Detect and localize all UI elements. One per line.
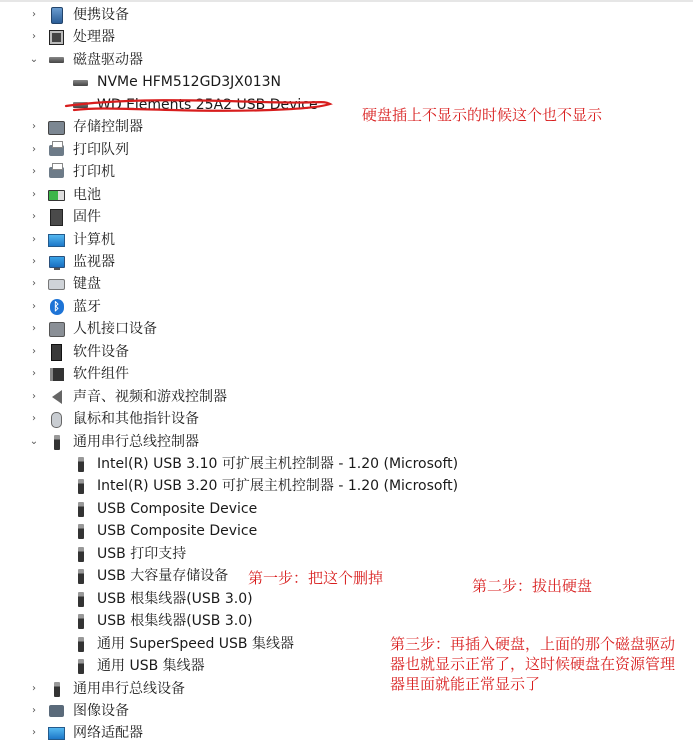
tree-category-item[interactable] (0, 386, 693, 408)
tree-item-label: NVMe HFM512GD3JX013N (97, 74, 282, 91)
tree-category-item[interactable] (0, 251, 693, 273)
tree-category-item[interactable] (0, 318, 693, 340)
disk-icon-shape (73, 80, 88, 86)
usb-icon (48, 434, 65, 451)
tree-child-item[interactable] (0, 498, 693, 520)
usb-icon-shape (78, 659, 84, 674)
usb-icon-shape (78, 592, 84, 607)
expand-arrow-icon[interactable]: › (32, 31, 36, 43)
usb-icon (72, 456, 89, 473)
expand-arrow-icon[interactable]: › (32, 143, 36, 155)
keyboard-icon (48, 276, 65, 293)
usb-icon (72, 523, 89, 540)
tree-item-label: Intel(R) USB 3.20 可扩展主机控制器 - 1.20 (Microsoft) (97, 478, 459, 495)
tree-child-item[interactable] (0, 475, 693, 497)
usb-icon (72, 478, 89, 495)
tree-item-label: 监视器 (73, 253, 115, 270)
mouse-icon (48, 411, 65, 428)
bluetooth-icon (48, 299, 65, 316)
software-component-icon-shape (50, 368, 64, 381)
storage-controller-icon-shape (48, 121, 65, 135)
tree-category-item[interactable] (0, 722, 693, 744)
red-strike-mark (62, 96, 334, 116)
tree-item-label: USB 大容量存储设备 (97, 568, 229, 585)
tree-category-item[interactable] (0, 431, 693, 453)
camera-icon-shape (49, 705, 64, 717)
usb-icon-shape (54, 435, 60, 450)
monitor-icon (48, 254, 65, 271)
expand-arrow-icon[interactable]: › (32, 390, 36, 402)
tree-item-label: 磁盘驱动器 (73, 51, 143, 68)
processor-icon (48, 29, 65, 46)
firmware-icon-shape (50, 209, 63, 226)
expand-arrow-icon[interactable]: › (32, 704, 36, 716)
tree-item-label: 蓝牙 (73, 298, 101, 315)
software-device-icon (48, 344, 65, 361)
expand-arrow-icon[interactable]: › (32, 727, 36, 739)
tree-item-label: 声音、视频和游戏控制器 (73, 388, 227, 405)
tree-item-label: 软件设备 (73, 343, 129, 360)
tree-item-label: Intel(R) USB 3.10 可扩展主机控制器 - 1.20 (Microsoft) (97, 456, 459, 472)
software-component-icon (48, 366, 65, 383)
top-border (0, 0, 693, 2)
tree-category-item[interactable] (0, 26, 693, 48)
usb-icon-shape (78, 502, 84, 517)
camera-icon (48, 703, 65, 720)
tree-child-item[interactable] (0, 453, 693, 475)
print-queue-icon-shape (49, 145, 64, 156)
processor-icon-shape (49, 30, 64, 45)
usb-icon (72, 591, 89, 608)
tree-category-item[interactable] (0, 341, 693, 363)
tree-item-label: 打印机 (73, 164, 115, 181)
monitor-icon-shape (49, 256, 65, 268)
annotation-step-1: 第一步：把这个删掉 (248, 569, 384, 587)
usb-icon (72, 546, 89, 563)
tree-item-label: 固件 (73, 209, 101, 226)
portable-device-icon (48, 7, 65, 24)
tree-item-label: 人机接口设备 (73, 321, 157, 338)
hid-icon-shape (49, 322, 65, 337)
tree-category-item[interactable] (0, 273, 693, 295)
usb-icon-shape (78, 479, 84, 494)
battery-icon (48, 187, 65, 204)
expand-arrow-icon[interactable]: › (32, 278, 36, 290)
network-icon (48, 725, 65, 742)
tree-child-item[interactable] (0, 610, 693, 632)
tree-item-label: 网络适配器 (73, 725, 143, 742)
tree-item-label: 处理器 (73, 29, 115, 46)
collapse-arrow-icon[interactable]: ⌄ (29, 53, 39, 65)
tree-category-item[interactable] (0, 700, 693, 722)
print-queue-icon (48, 142, 65, 159)
tree-item-label: 键盘 (73, 276, 101, 293)
tree-item-label: 软件组件 (73, 366, 129, 383)
annotation-disk-note: 硬盘插上不显示的时候这个也不显示 (362, 106, 603, 124)
tree-item-label: 通用 USB 集线器 (97, 658, 205, 675)
expand-arrow-icon[interactable]: › (32, 255, 36, 267)
tree-item-label: WD Elements 25A2 USB Device (97, 96, 318, 113)
storage-controller-icon (48, 119, 65, 136)
collapse-arrow-icon[interactable]: ⌄ (29, 435, 39, 447)
network-icon-shape (48, 727, 65, 740)
usb-icon (72, 613, 89, 630)
tree-item-label: 图像设备 (73, 702, 129, 719)
usb-icon (72, 568, 89, 585)
tree-category-item[interactable] (0, 408, 693, 430)
expand-arrow-icon[interactable]: › (32, 300, 36, 312)
tree-item-label: USB 根集线器(USB 3.0) (97, 613, 253, 630)
tree-item-label: 通用串行总线设备 (73, 680, 185, 697)
disk-drive-icon (48, 52, 65, 69)
tree-category-item[interactable] (0, 229, 693, 251)
expand-arrow-icon[interactable]: › (32, 368, 36, 380)
tree-category-item[interactable] (0, 49, 693, 71)
expand-arrow-icon[interactable]: › (32, 233, 36, 245)
tree-item-label: 通用串行总线控制器 (73, 433, 199, 450)
expand-arrow-icon[interactable]: › (32, 121, 36, 133)
tree-item-label: 通用 SuperSpeed USB 集线器 (97, 635, 294, 652)
expand-arrow-icon[interactable]: › (32, 413, 36, 425)
computer-icon (48, 232, 65, 249)
expand-arrow-icon[interactable]: › (32, 166, 36, 178)
annotation-step-2: 第二步：拔出硬盘 (472, 577, 593, 595)
usb-icon-shape (78, 547, 84, 562)
tree-item-label: 便携设备 (73, 7, 129, 23)
keyboard-icon-shape (48, 279, 65, 290)
usb-icon (72, 636, 89, 653)
tree-item-label: 鼠标和其他指针设备 (73, 411, 199, 428)
mouse-icon-shape (51, 412, 62, 428)
usb-icon-shape (54, 682, 60, 697)
tree-category-item[interactable] (0, 363, 693, 385)
tree-item-label: 电池 (73, 186, 101, 203)
expand-arrow-icon[interactable]: › (32, 323, 36, 335)
hid-icon (48, 321, 65, 338)
tree-item-label: 存储控制器 (73, 119, 143, 136)
expand-arrow-icon[interactable]: › (32, 345, 36, 357)
tree-child-item[interactable] (0, 71, 693, 93)
tree-item-label: USB 根集线器(USB 3.0) (97, 590, 253, 607)
portable-device-icon-shape (51, 7, 63, 24)
tree-category-item[interactable] (0, 206, 693, 228)
battery-icon-shape (48, 190, 65, 201)
tree-item-label: USB Composite Device (97, 523, 258, 540)
computer-icon-shape (48, 234, 65, 247)
expand-arrow-icon[interactable]: › (32, 9, 36, 20)
tree-item-label: USB Composite Device (97, 500, 258, 517)
tree-category-item[interactable] (0, 184, 693, 206)
annotation-step-3: 第三步：再插入硬盘，上面的那个磁盘驱动器也就显示正常了，这时候硬盘在资源管理器里面就能正常显示了 (390, 635, 676, 693)
sound-icon-shape (52, 390, 62, 404)
tree-category-item[interactable] (0, 161, 693, 183)
usb-icon (72, 501, 89, 518)
usb-icon-shape (78, 524, 84, 539)
printer-icon-shape (49, 167, 64, 178)
usb-icon-shape (78, 457, 84, 472)
sound-icon (48, 389, 65, 406)
expand-arrow-icon[interactable]: › (32, 682, 36, 694)
bluetooth-icon-shape: ᛒ (50, 299, 64, 315)
tree-item-label: USB 打印支持 (97, 545, 187, 562)
disk-drive-icon-shape (49, 57, 64, 63)
firmware-icon (48, 209, 65, 226)
tree-child-item[interactable] (0, 520, 693, 542)
tree-category-item[interactable] (0, 296, 693, 318)
expand-arrow-icon[interactable]: › (32, 211, 36, 223)
printer-icon (48, 164, 65, 181)
tree-item-label: 计算机 (73, 231, 115, 248)
usb-icon (48, 681, 65, 698)
expand-arrow-icon[interactable]: › (32, 188, 36, 200)
disk-icon (72, 74, 89, 91)
usb-icon-shape (78, 637, 84, 652)
usb-icon (72, 658, 89, 675)
software-device-icon-shape (51, 344, 62, 361)
tree-category-item[interactable] (0, 139, 693, 161)
tree-item-label: 打印队列 (73, 141, 129, 158)
usb-icon-shape (78, 614, 84, 629)
usb-icon-shape (78, 569, 84, 584)
tree-category-item[interactable] (0, 4, 693, 26)
tree-child-item[interactable] (0, 543, 693, 565)
